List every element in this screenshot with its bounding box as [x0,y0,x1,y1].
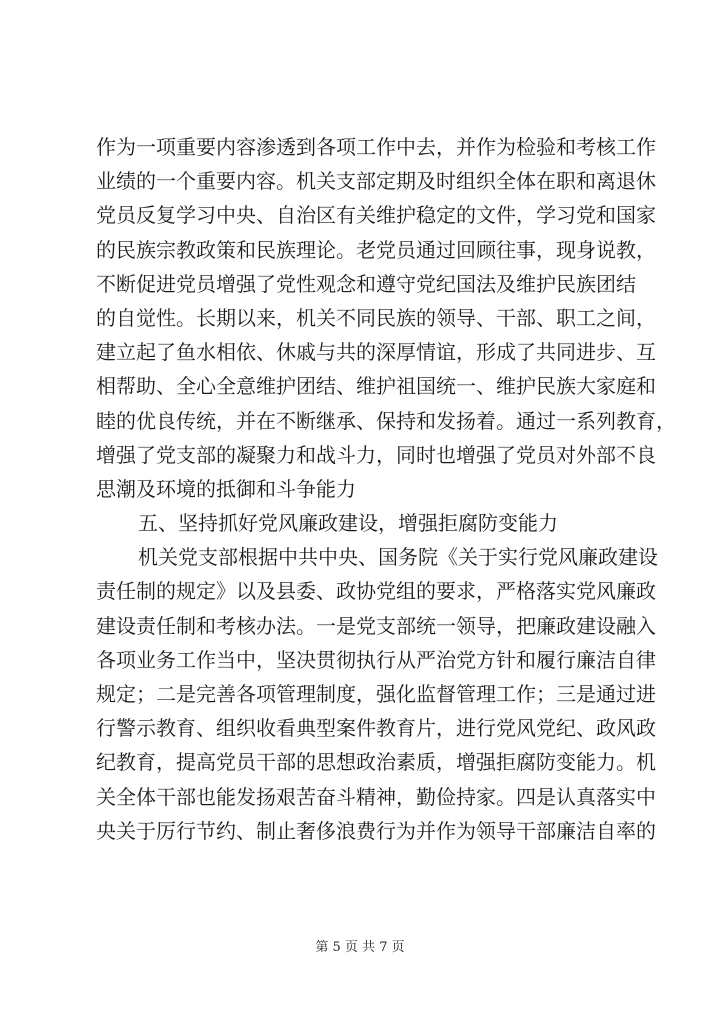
text-line: 规定；二是完善各项管理制度，强化监督管理工作；三是通过进 [96,682,656,706]
paragraph-first-line: 机关党支部根据中共中央、国务院《关于实行党风廉政建设 [138,545,658,570]
text-line: 不断促进党员增强了党性观念和遵守党纪国法及维护民族团结 [96,271,636,296]
text-line: 建立起了鱼水相依、休戚与共的深厚情谊，形成了共同进步、互 [96,340,656,365]
text-line: 睦的优良传统，并在不断继承、保持和发扬着。通过一系列教育， [96,408,676,433]
body-text [96,130,676,848]
text-line: 建设责任制和考核办法。一是党支部统一领导，把廉政建设融入 [96,613,656,638]
text-line: 思潮及环境的抵御和斗争能力 [96,476,356,501]
text-line: 行警示教育、组织收看典型案件教育片，进行党风党纪、政风政 [96,716,656,741]
text-line: 的自觉性。长期以来，机关不同民族的领导、干部、职工之间， [96,305,656,330]
text-line: 责任制的规定》以及县委、政协党组的要求，严格落实党风廉政 [96,579,656,604]
text-line: 关全体干部也能发扬艰苦奋斗精神，勤俭持家。四是认真落实中 [96,784,656,809]
text-line: 各项业务工作当中，坚决贯彻执行从严治党方针和履行廉洁自律 [96,647,656,672]
page-footer: 第 5 页 共 7 页 [315,940,405,955]
text-line: 业绩的一个重要内容。机关支部定期及时组织全体在职和离退休 [96,169,656,194]
section-heading: 五、坚持抓好党风廉政建设，增强拒腐防变能力 [138,511,558,536]
text-line: 增强了党支部的凝聚力和战斗力，同时也增强了党员对外部不良 [96,442,656,467]
text-line: 央关于厉行节约、制止奢侈浪费行为并作为领导干部廉洁自率的 [96,818,656,843]
text-line: 相帮助、全心全意维护团结、维护祖国统一、维护民族大家庭和 [96,374,656,399]
text-line: 作为一项重要内容渗透到各项工作中去，并作为检验和考核工作 [96,135,656,159]
text-line: 纪教育，提高党员干部的思想政治素质，增强拒腐防变能力。机 [96,750,656,775]
text-line: 党员反复学习中央、自治区有关维护稳定的文件，学习党和国家 [96,203,656,228]
text-line: 的民族宗教政策和民族理论。老党员通过回顾往事，现身说教， [96,237,656,262]
